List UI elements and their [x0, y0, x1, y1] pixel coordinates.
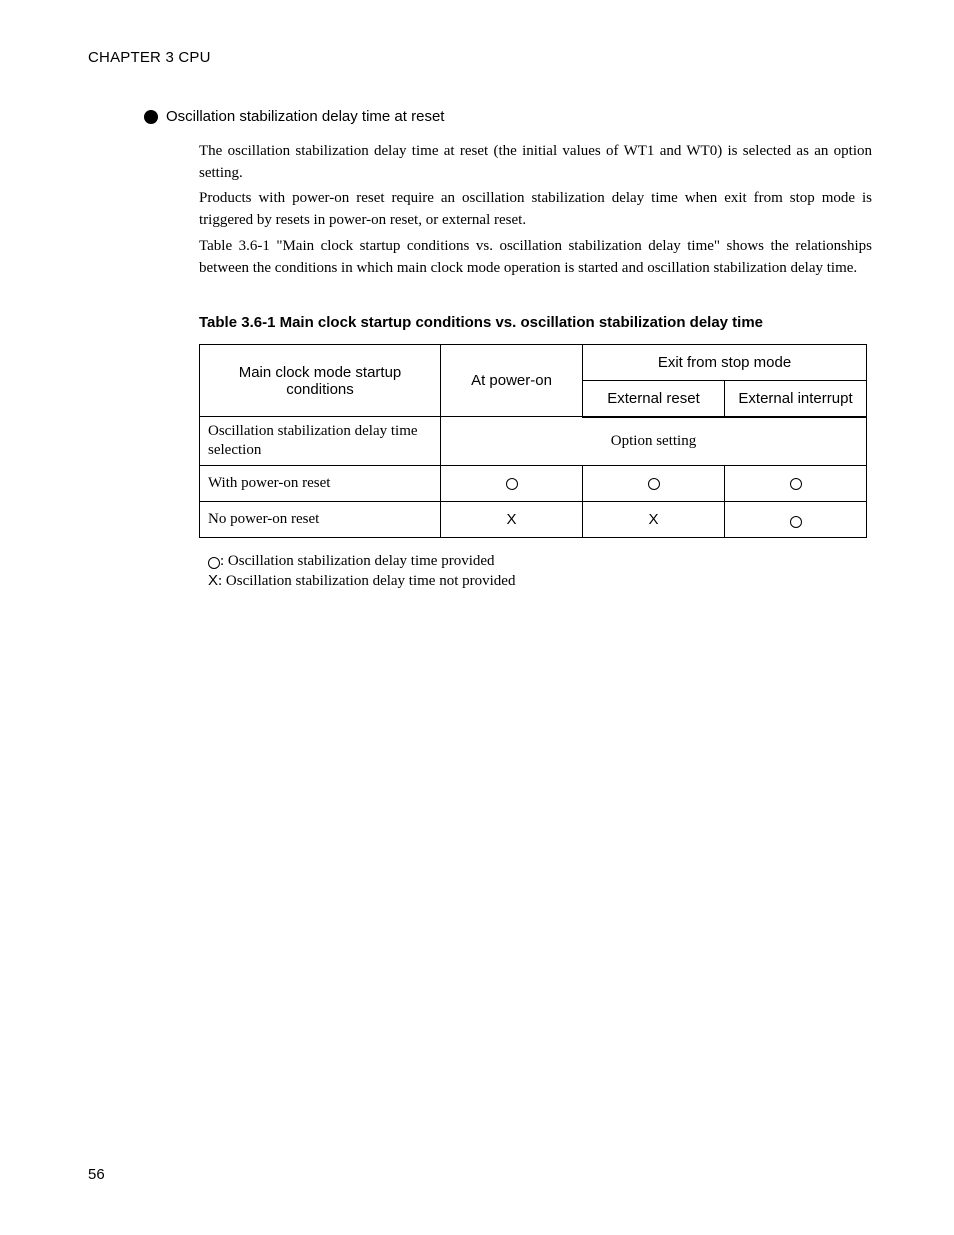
table-row — [200, 417, 867, 466]
row-label-with-power-on: With power-on reset — [200, 466, 441, 502]
header-power-on: At power-on — [441, 345, 583, 417]
header-external-reset: External reset — [583, 381, 725, 417]
section-heading-text: Oscillation stabilization delay time at reset — [166, 108, 445, 125]
paragraph-1: The oscillation stabilization delay time at reset (the initial values of WT1 and WT0) is selected as an option setting. — [199, 143, 872, 181]
circle-icon — [790, 516, 802, 528]
header-external-interrupt: External interrupt — [725, 381, 867, 417]
header-exit-stop: Exit from stop mode — [583, 345, 867, 381]
legend-x-symbol: X — [208, 572, 219, 589]
not-provided-cell: X — [441, 502, 583, 538]
provided-cell — [725, 466, 867, 502]
provided-cell — [441, 466, 583, 502]
section-heading — [144, 108, 444, 125]
paragraph-3: Table 3.6-1 "Main clock startup conditions vs. oscillation stabilization delay time" shows the relationships between the conditions in which main clock mode operation is started and oscillation stabilization delay time. — [199, 238, 872, 276]
legend-provided — [208, 551, 495, 571]
legend-not-provided-text: : Oscillation stabilization delay time not provided — [218, 573, 516, 589]
table-row — [200, 466, 867, 502]
bullet-icon — [144, 110, 158, 124]
header-conditions: Main clock mode startup conditions — [200, 345, 441, 417]
circle-icon — [790, 478, 802, 490]
page-number: 56 — [88, 1166, 105, 1183]
legend-not-provided — [208, 571, 515, 591]
circle-icon — [506, 478, 518, 490]
provided-cell — [583, 466, 725, 502]
option-setting-cell: Option setting — [441, 417, 867, 466]
row-label-selection: Oscillation stabilization delay time selection — [200, 417, 441, 466]
provided-cell — [725, 502, 867, 538]
circle-icon — [648, 478, 660, 490]
row-label-no-power-on: No power-on reset — [200, 502, 441, 538]
table-row — [200, 502, 867, 538]
legend-provided-text: : Oscillation stabilization delay time provided — [220, 553, 495, 569]
startup-conditions-table — [199, 344, 867, 538]
table-title: Table 3.6-1 Main clock startup conditions vs. oscillation stabilization delay time — [199, 314, 764, 331]
paragraph-2: Products with power-on reset require an oscillation stabilization delay time when exit from stop mode is triggered by resets in power-on reset, or external reset. — [199, 190, 872, 228]
not-provided-cell: X — [583, 502, 725, 538]
circle-icon — [208, 557, 220, 569]
chapter-header: CHAPTER 3 CPU — [88, 49, 211, 66]
